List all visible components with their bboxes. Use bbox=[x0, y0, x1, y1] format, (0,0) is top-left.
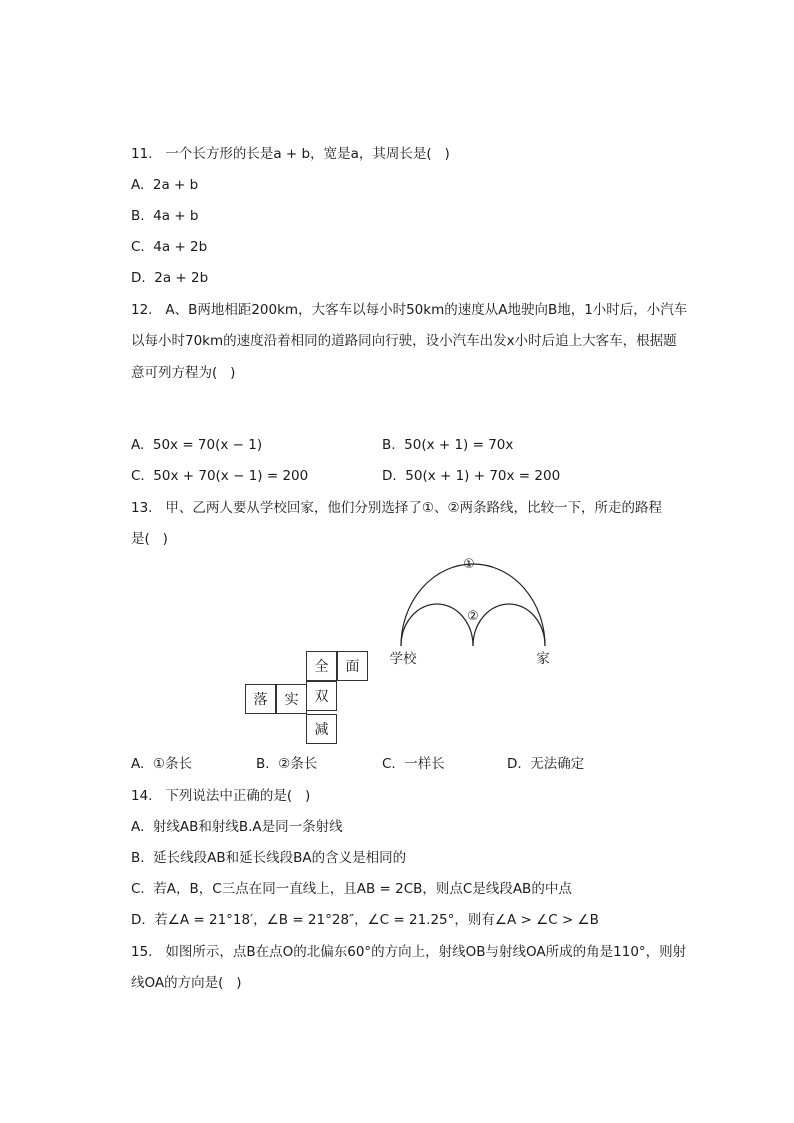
q12-option-b: B. 50(x + 1) = 70x bbox=[382, 437, 514, 453]
q11-option-b: B. 4a + b bbox=[131, 208, 199, 224]
q11-option-d: D. 2a + 2b bbox=[131, 270, 209, 286]
route2-label: ② bbox=[467, 609, 479, 624]
q13-stem-line1: 13. 甲、乙两人要从学校回家，他们分别选择了①、②两条路线，比较一下，所走的路程 bbox=[131, 500, 663, 516]
home-label: 家 bbox=[536, 651, 550, 667]
q14-option-a: A. 射线AB和射线B.A是同一条射线 bbox=[131, 819, 343, 835]
net-cell: 落 bbox=[245, 684, 276, 714]
q13-option-c: C. 一样长 bbox=[382, 756, 445, 772]
route-figure bbox=[385, 552, 575, 672]
q14-option-d: D. 若∠A = 21°18′，∠B = 21°28″，∠C = 21.25°，则有∠A > ∠C > ∠B bbox=[131, 912, 599, 928]
q14-option-b: B. 延长线段AB和延长线段BA的含义是相同的 bbox=[131, 850, 407, 866]
net-cell: 全 bbox=[306, 651, 337, 681]
q13-stem-line2: 是( ) bbox=[131, 531, 168, 547]
q15-stem-line2: 线OA的方向是( ) bbox=[131, 975, 242, 991]
route1-arc bbox=[401, 564, 545, 646]
net-cell: 面 bbox=[337, 651, 368, 681]
q12-stem-line2: 以每小时70km的速度沿着相同的道路同向行驶，设小汽车出发x小时后追上大客车，根据题 bbox=[131, 333, 677, 349]
q13-option-b: B. ②条长 bbox=[256, 756, 318, 772]
route2-arc-left bbox=[401, 604, 473, 646]
q14-stem: 14. 下列说法中正确的是( ) bbox=[131, 788, 311, 804]
q13-option-d: D. 无法确定 bbox=[507, 756, 585, 772]
q13-option-a: A. ①条长 bbox=[131, 756, 192, 772]
q12-option-d: D. 50(x + 1) + 70x = 200 bbox=[382, 468, 561, 484]
net-cell: 双 bbox=[306, 681, 337, 711]
q15-stem-line1: 15. 如图所示，点B在点O的北偏东60°的方向上，射线OB与射线OA所成的角是110°，则射 bbox=[131, 944, 687, 960]
q11-stem: 11. 一个长方形的长是a + b，宽是a，其周长是( ) bbox=[131, 146, 450, 162]
q14-option-c: C. 若A，B，C三点在同一直线上，且AB = 2CB，则点C是线段AB的中点 bbox=[131, 881, 572, 897]
school-label: 学校 bbox=[389, 651, 417, 667]
net-cell: 减 bbox=[306, 714, 337, 744]
q11-option-c: C. 4a + 2b bbox=[131, 239, 208, 255]
route1-label: ① bbox=[463, 557, 475, 572]
q12-stem-line1: 12. A、B两地相距200km，大客车以每小时50km的速度从A地驶向B地，1小时后，小汽车 bbox=[131, 302, 688, 318]
net-cell: 实 bbox=[276, 684, 307, 714]
q12-option-a: A. 50x = 70(x − 1) bbox=[131, 437, 263, 453]
q12-stem-line3: 意可列方程为( ) bbox=[131, 365, 236, 381]
route2-arc-right bbox=[473, 604, 545, 646]
q12-option-c: C. 50x + 70(x − 1) = 200 bbox=[131, 468, 309, 484]
q11-option-a: A. 2a + b bbox=[131, 177, 199, 193]
